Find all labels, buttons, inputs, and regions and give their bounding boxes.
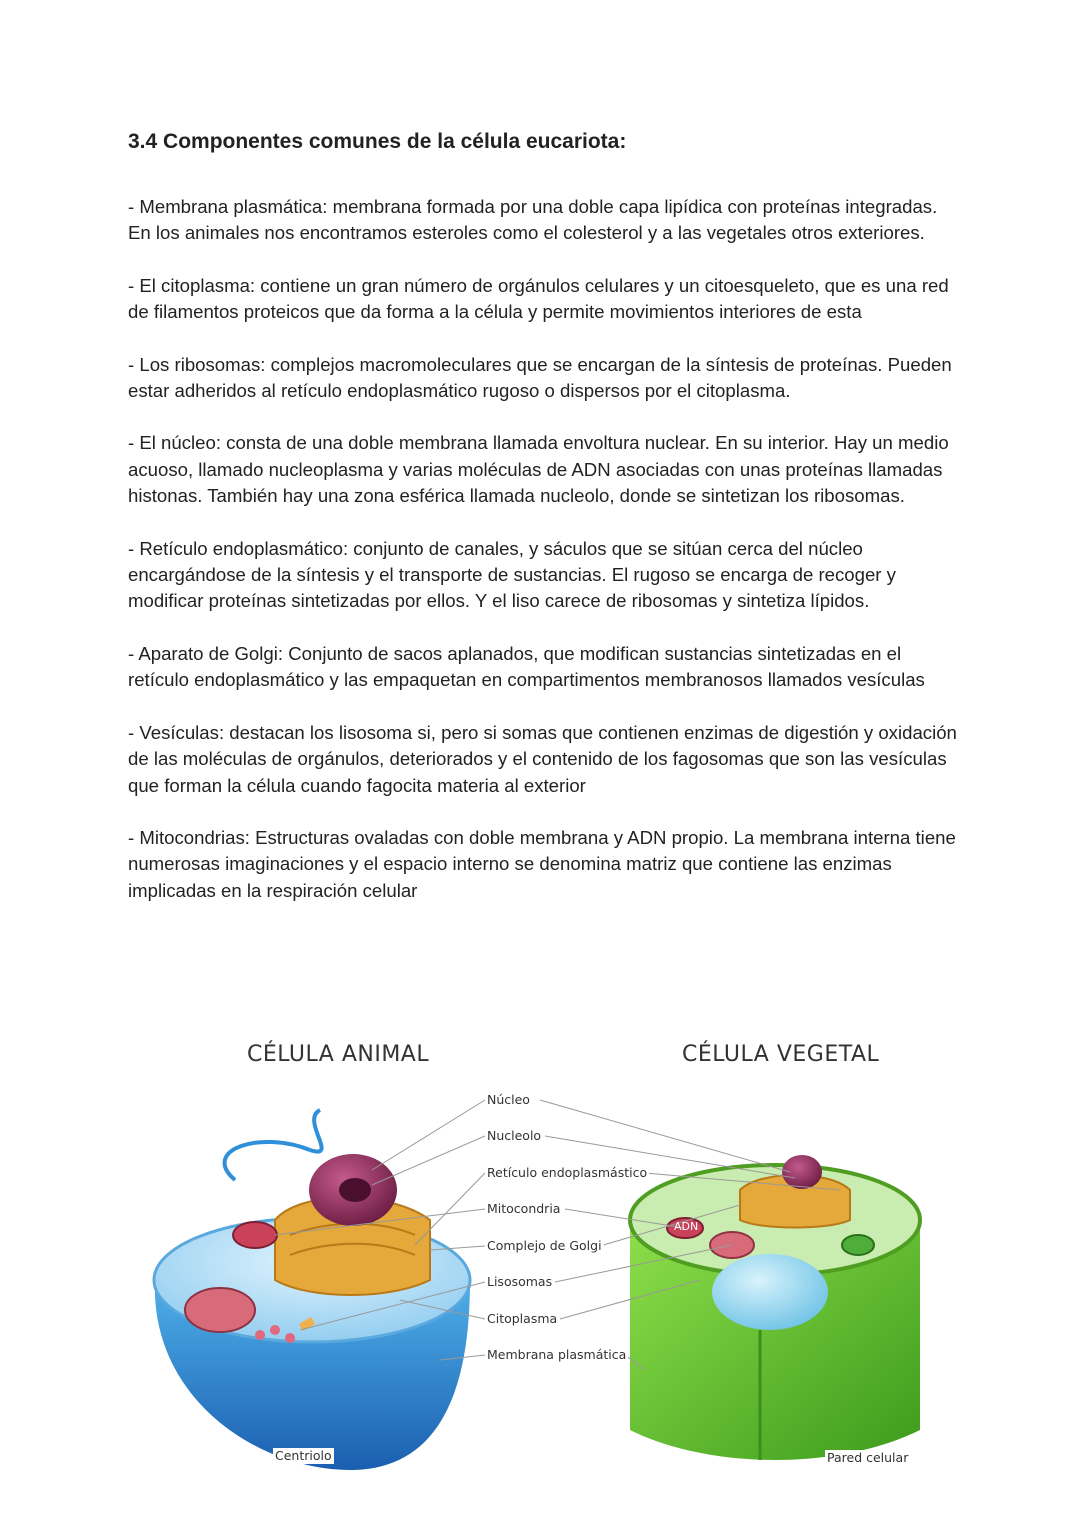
plant-vacuole-shape [712, 1254, 828, 1330]
label-pared-celular: Pared celular [827, 1450, 909, 1465]
animal-mitochondria-shape [233, 1222, 277, 1248]
animal-cell-drawing [154, 1110, 470, 1470]
label-centriolo: Centriolo [275, 1448, 332, 1463]
cell-illustration [140, 1030, 940, 1480]
paragraph-nucleo: - El núcleo: consta de una doble membrana llamada envoltura nuclear. En su interior. Hay un medio acuoso, llamado nucleoplasma y varias moléculas de ADN asociadas con unas proteínas llamadas histonas. También hay una zona esférica llamada nucleolo, donde se sintetizan los ribosomas. [128, 432, 949, 507]
animal-reticulum-shape [185, 1288, 255, 1332]
paragraph-ribosomas: - Los ribosomas: complejos macromoleculares que se encargan de la síntesis de proteínas. Pueden estar adheridos al retículo endoplasmático rugoso o dispersos por el citoplasma. [128, 353, 952, 402]
label-citoplasma: Citoplasma [487, 1311, 558, 1326]
paragraph-golgi: - Aparato de Golgi: Conjunto de sacos aplanados, que modifican sustancias sintetizadas en el retículo endoplasmático y las empaquetan en compartimentos membranosos llamados vesículas [128, 642, 925, 691]
plant-cell-title: CÉLULA VEGETAL [682, 1042, 880, 1067]
paragraph-membrana: - Membrana plasmática: membrana formada por una doble capa lipídica con proteínas integradas. En los animales nos encontramos esteroles como el colesterol y a las vegetales otros exteriores. [128, 196, 938, 244]
label-nucleolo: Nucleolo [487, 1128, 542, 1143]
label-membrana: Membrana plasmática [487, 1347, 627, 1362]
animal-cell-title: CÉLULA ANIMAL [247, 1042, 430, 1067]
label-mitocondria: Mitocondria [487, 1201, 561, 1216]
label-reticulo: Retículo endoplasmástico [487, 1165, 648, 1180]
label-lisosomas: Lisosomas [487, 1274, 553, 1289]
cell-comparison-figure [140, 1030, 940, 1480]
paragraph-citoplasma: - El citoplasma: contiene un gran número de orgánulos celulares y un citoesqueleto, que es una red de filamentos proteicos que da forma a la célula y permite movimientos interiores de esta [128, 274, 949, 323]
animal-nucleolus-shape [339, 1178, 371, 1202]
label-adn: ADN [674, 1220, 699, 1233]
flagellum-shape [225, 1142, 310, 1180]
paragraph-vesiculas: - Vesículas: destacan los lisosoma si, pero si somas que contienen enzimas de digestión y oxidación de las moléculas de orgánulos, deteriorados y el contenido de los fagosomas que son las vesículas que forman la célula cuando fagocita materia al exterior [128, 721, 957, 796]
plant-cell-drawing [630, 1155, 920, 1460]
label-nucleo: Núcleo [487, 1092, 530, 1107]
chloroplast-shape [842, 1235, 874, 1255]
paragraph-reticulo: - Retículo endoplasmático: conjunto de canales, y sáculos que se sitúan cerca del núcleo encargándose de la síntesis y el transporte de sustancias. El rugoso se encarga de recoger y modificar proteínas sintetizadas por ellos. Y el liso carece de ribosomas y sintetiza lípidos. [128, 537, 896, 612]
label-golgi: Complejo de Golgi [487, 1238, 602, 1253]
paragraph-mitocondrias: - Mitocondrias: Estructuras ovaladas con doble membrana y ADN propio. La membrana interna tiene numerosas imaginaciones y el espacio interno se denomina matriz que contiene las enzimas implicadas en la respiración celular [128, 826, 956, 901]
document-page [128, 128, 958, 930]
plant-nucleus-shape [782, 1155, 822, 1189]
section-title: 3.4 Componentes comunes de la célula eucariota: [128, 130, 627, 153]
